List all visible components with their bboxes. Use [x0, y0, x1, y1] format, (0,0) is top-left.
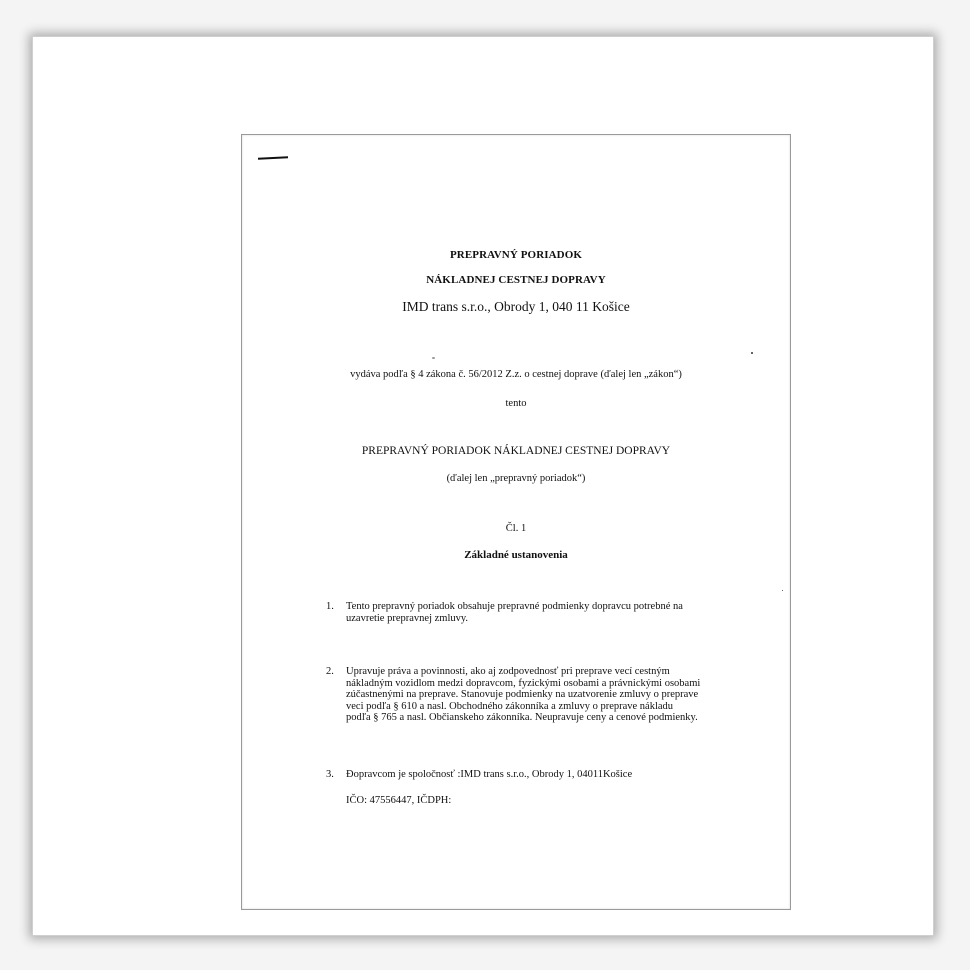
article-number: Čl. 1	[505, 523, 527, 534]
text-line: uzavretie prepravnej zmluvy.	[346, 612, 469, 624]
article-title: Základné ustanovenia	[464, 549, 568, 561]
scan-speck	[432, 357, 435, 359]
scan-speck	[782, 590, 783, 591]
text-line: veci podľa § 610 a nasl. Obchodného zákonníka a zmluvy o preprave nákladu	[346, 700, 674, 712]
photo-frame	[32, 36, 934, 936]
list-item-text	[346, 666, 746, 724]
text-line: podľa § 765 a nasl. Občianskeho zákonníka. Neupravuje ceny a cenové podmienky.	[346, 712, 698, 723]
list-item-text	[346, 769, 746, 781]
list-item-number: 3.	[326, 769, 334, 780]
text-line: Tento prepravný poriadok obsahuje prepravné podmienky dopravcu potrebné na	[346, 601, 683, 612]
pen-mark	[258, 156, 288, 160]
list-item-number: 1.	[326, 601, 334, 612]
main-title: PREPRAVNÝ PORIADOK NÁKLADNEJ CESTNEJ DOPRAVY	[361, 445, 671, 457]
scan-speck	[751, 352, 753, 354]
text-line: nákladným vozidlom medzi dopravcom, fyzickými osobami a právnickými osobami	[346, 677, 701, 689]
company-address: IMD trans s.r.o., Obrody 1, 040 11 Košice	[402, 299, 630, 314]
text-line: Upravuje práva a povinnosti, ako aj zodpovednosť pri preprave vecí cestným	[346, 666, 670, 677]
document-title-line-2: NÁKLADNEJ CESTNEJ DOPRAVY	[426, 274, 606, 286]
text-line: Ðopravcom je spoločnosť :IMD trans s.r.o., Obrody 1, 04011Košice	[346, 769, 633, 780]
document-page	[241, 134, 791, 910]
document-alias: (ďalej len „prepravný poriadok“)	[446, 473, 586, 484]
text-line: zúčastnenými na preprave. Stanovuje podmienky na uzatvorenie zmluvy o preprave	[346, 689, 699, 700]
document-title-line-1: PREPRAVNÝ PORIADOK	[449, 249, 583, 261]
list-item-number: 2.	[326, 666, 334, 677]
issued-by-statement: vydáva podľa § 4 zákona č. 56/2012 Z.z. o cestnej doprave (ďalej len „zákon“)	[350, 369, 682, 380]
list-item-text	[346, 601, 746, 624]
connector-word: tento	[505, 398, 527, 409]
company-id-line: IČO: 47556447, IČDPH:	[346, 795, 452, 806]
